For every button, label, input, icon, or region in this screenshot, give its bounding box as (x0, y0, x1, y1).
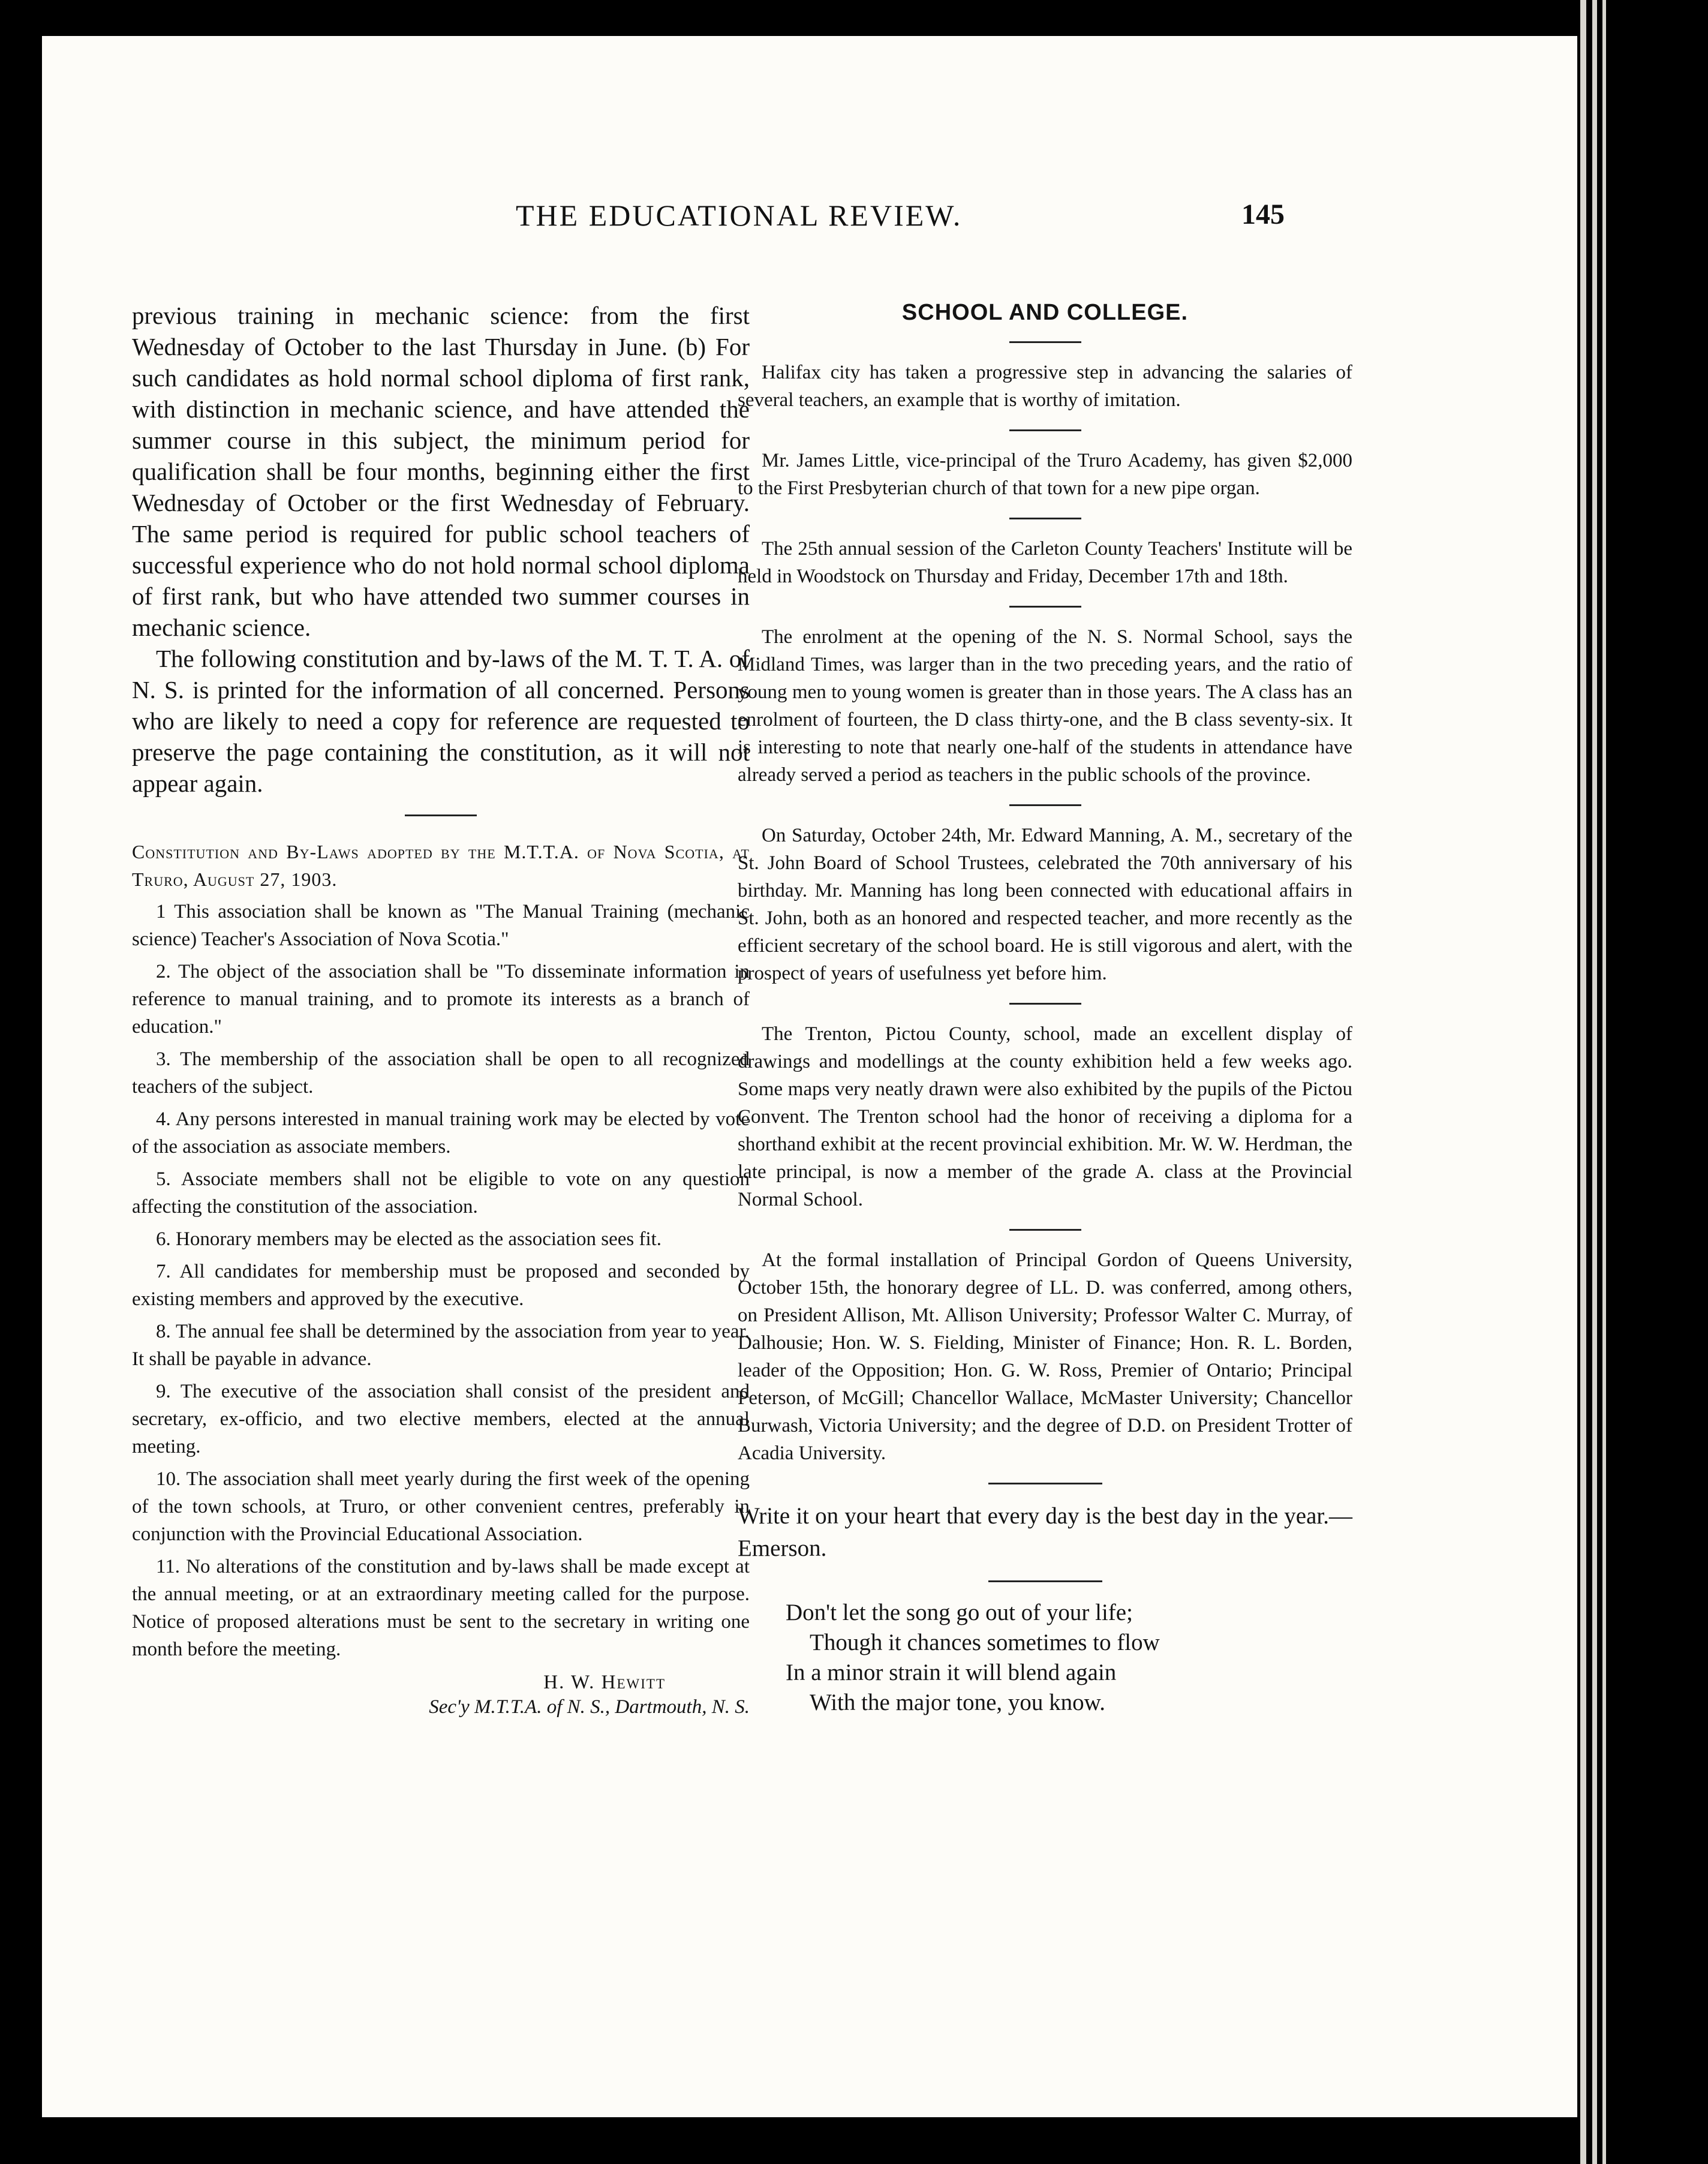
divider (1009, 518, 1081, 519)
page-number: 145 (1241, 199, 1285, 230)
divider (1009, 429, 1081, 431)
article: 10. The association shall meet yearly during the first week of the opening of the town schools, at Truro, or other convenient centres, preferably in conjunction with the Provincial Educational Association. (132, 1468, 750, 1545)
article: 11. No alterations of the constitution and by-laws shall be made except at the annual meeting, or at an extraordinary meeting called for the purpose. Notice of proposed alterations must be sent to the secretary in writing one month before the meeting. (132, 1556, 750, 1660)
constitution-heading: Constitution and By-Laws adopted by the M.T.T.A. of Nova Scotia, at Truro, August 27, 1903. (132, 841, 750, 890)
news-item: At the formal installation of Principal Gordon of Queens University, October 15th, the honorary degree of LL. D. was conferred, among others, on President Allison, Mt. Allison University; Professor Walter C. Murray, of Dalhousie; Hon. W. S. Fielding, Minister of Finance; Hon. R. L. Borden, leader of the Opposition; Hon. G. W. Ross, Premier of Ontario; Principal Peterson, of McGill; Chancellor Wallace, McMaster University; Chancellor Burwash, Victoria University; and the degree of D.D. on President Trotter of Acadia University. (738, 1249, 1352, 1464)
news-item: The Trenton, Pictou County, school, made an excellent display of drawings and modellings at the county exhibition held a few weeks ago. Some maps very neatly drawn were also exhibited by the pupils of the Pictou Convent. The Trenton school had the honor of receiving a diploma for a shorthand exhibit at the recent provincial exhibition. Mr. W. W. Herdman, the late principal, is now a member of the grade A. class at the Provincial Normal School. (738, 1023, 1352, 1210)
constitution-section (132, 838, 750, 1718)
article: 2. The object of the association shall be "To disseminate information in reference to manual training, and to promote its interests as a branch of education." (132, 961, 750, 1038)
poem (786, 1598, 1352, 1718)
section-title: SCHOOL AND COLLEGE. (901, 300, 1189, 325)
left-column (132, 300, 750, 1718)
poem-line: With the major tone, you know. (810, 1690, 1106, 1715)
poem-line: Don't let the song go out of your life; (786, 1600, 1133, 1625)
divider (1009, 1003, 1081, 1005)
document-page (42, 36, 1577, 2117)
divider (1009, 1229, 1081, 1231)
news-item: On Saturday, October 24th, Mr. Edward Manning, A. M., secretary of the St. John Board of School Trustees, celebrated the 70th anniversary of his birthday. Mr. Manning has long been connected with educational affairs in St. John, both as an honored and respected teacher, and more recently as the efficient secretary of the school board. He is still vigorous and alert, with the prospect of years of usefulness yet before him. (738, 825, 1352, 984)
poem-line: In a minor strain it will blend again (786, 1660, 1117, 1685)
article: 1 This association shall be known as "The Manual Training (mechanic science) Teacher's Association of Nova Scotia." (132, 901, 750, 950)
page-edge (1592, 0, 1597, 2164)
running-header (42, 198, 1577, 246)
intro-text (132, 300, 750, 799)
right-column (738, 300, 1352, 1718)
news-item: Halifax city has taken a progressive step in advancing the salaries of several teachers, an example that is worthy of imitation. (738, 362, 1352, 411)
divider (988, 1580, 1102, 1582)
poem-line: Though it chances sometimes to flow (810, 1630, 1160, 1655)
divider (1009, 341, 1081, 343)
signature-name: H. W. Hewitt (543, 1672, 666, 1693)
paragraph: The following constitution and by-laws of the M. T. T. A. of N. S. is printed for the information of all concerned. Persons who are likely to need a copy for reference are requested to preserve the page containing the constitution, as it will not appear again. (132, 645, 750, 797)
article: 7. All candidates for membership must be proposed and seconded by existing members and approved by the executive. (132, 1261, 750, 1310)
news-item: The 25th annual session of the Carleton County Teachers' Institute will be held in Woodstock on Thursday and Friday, December 17th and 18th. (738, 538, 1352, 587)
quote: Write it on your heart that every day is the best day in the year.—Emerson. (738, 1503, 1352, 1561)
news-item: Mr. James Little, vice-principal of the Truro Academy, has given $2,000 to the First Presbyterian church of that town for a new pipe organ. (738, 450, 1352, 499)
divider (1009, 804, 1081, 806)
divider (1009, 606, 1081, 608)
article: 4. Any persons interested in manual training work may be elected by vote of the association as associate members. (132, 1108, 750, 1158)
article: 6. Honorary members may be elected as the association sees fit. (156, 1228, 662, 1250)
article: 3. The membership of the association shall be open to all recognized teachers of the subject. (132, 1048, 750, 1098)
page-edge (1602, 0, 1606, 2164)
divider (988, 1483, 1102, 1484)
news-item: The enrolment at the opening of the N. S. Normal School, says the Midland Times, was larger than in the two preceding years, and the ratio of young men to young women is greater than in those years. The A class has an enrolment of fourteen, the D class thirty-one, and the B class seventy-six. It is interesting to note that nearly one-half of the students in attendance have already served a period as teachers in the public schools of the province. (738, 626, 1352, 786)
page-edge (1580, 0, 1586, 2164)
journal-title: THE EDUCATIONAL REVIEW. (516, 199, 963, 232)
article: 9. The executive of the association shall consist of the president and secretary, ex-officio, and two elective members, elected at the annual meeting. (132, 1381, 750, 1457)
signature-title: Sec'y M.T.T.A. of N. S., Dartmouth, N. S. (429, 1696, 750, 1718)
article: 8. The annual fee shall be determined by the association from year to year. It shall be payable in advance. (132, 1321, 750, 1370)
paragraph: previous training in mechanic science: from the first Wednesday of October to the last Thursday in June. (b) For such candidates as hold normal school diploma of first rank, with distinction in mechanic science, and have attended the summer course in this subject, the minimum period for qualification shall be four months, beginning either the first Wednesday of October or the first Wednesday of February. The same period is required for public school teachers of successful experience who do not hold normal school diploma of first rank, but who have attended two summer courses in mechanic science. (132, 302, 750, 641)
divider (405, 814, 477, 816)
article: 5. Associate members shall not be eligible to vote on any question affecting the constitution of the association. (132, 1168, 750, 1218)
